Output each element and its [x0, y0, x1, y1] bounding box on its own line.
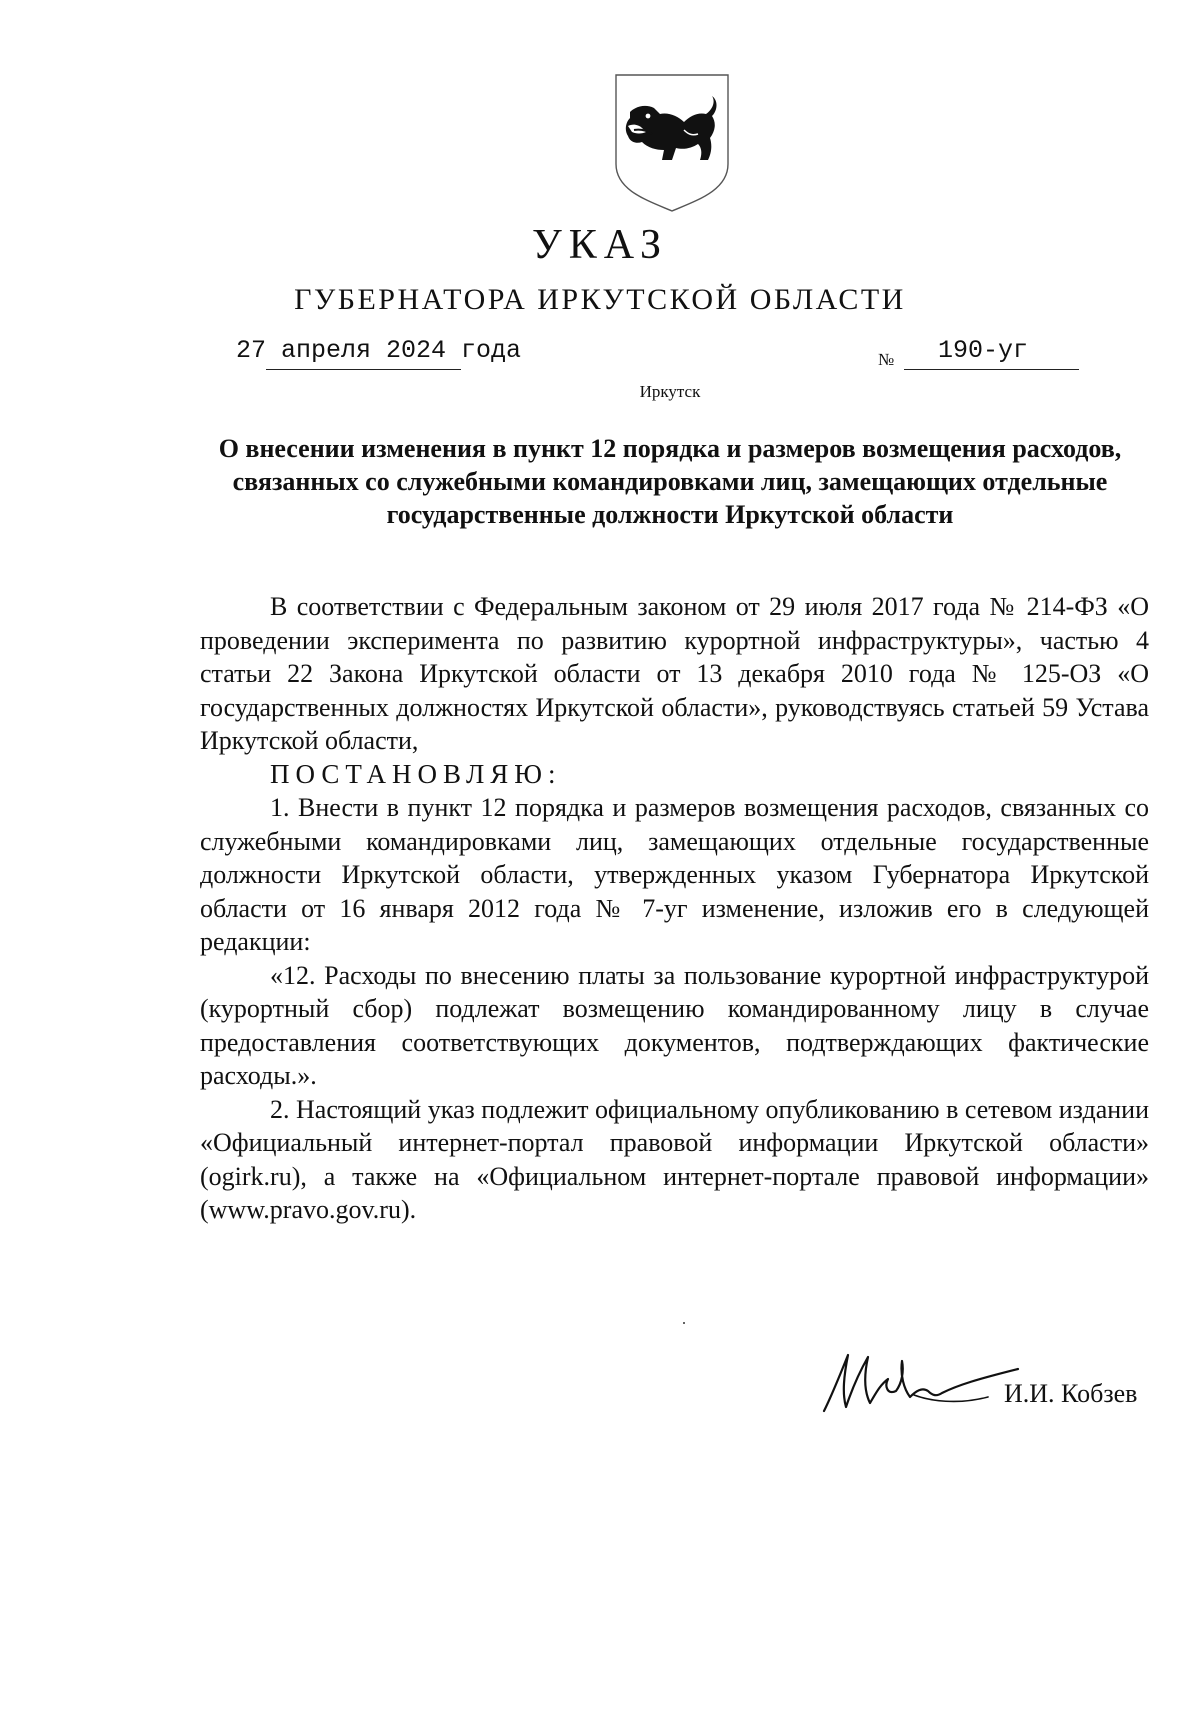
number-sign: № [878, 350, 895, 369]
issuer-title: ГУБЕРНАТОРА ИРКУТСКОЙ ОБЛАСТИ [294, 283, 906, 316]
item-1-paragraph: 1. Внести в пункт 12 порядка и размеров возмещения расходов, связанных со служебными командировками лиц, замещающих отдельные государственные должности Иркутской области, утвержденных указом Губернатора Иркутской области от 16 января 2012 года № 7-уг изменение, изложив его в следующей редакции: [200, 793, 1149, 956]
handwritten-signature [818, 1345, 1028, 1415]
document-title: УКАЗ [531, 222, 669, 268]
scan-speck [683, 1322, 685, 1324]
number-underline [904, 369, 1079, 370]
document-body [200, 590, 1149, 1227]
date-field [236, 336, 522, 376]
signer-name: И.И. Кобзев [1004, 1379, 1138, 1408]
item-2-paragraph: 2. Настоящий указ подлежит официальному опубликованию в сетевом издании «Официальный интернет-портал правовой информации Иркутской области» (ogirk.ru), а также на «Официальном интернет-портале правовой информации» (www.pravo.gov.ru). [200, 1094, 1149, 1224]
preamble-paragraph: В соответствии с Федеральным законом от 29 июля 2017 года № 214-ФЗ «О проведении эксперимента по развитию курортной инфраструктуры», частью 4 статьи 22 Закона Иркутской области от 13 декабря 2010 года № 125-ОЗ «О государственных должностях Иркутской области», руководствуясь статьей 59 Устава Иркутской области, [200, 592, 1149, 755]
issue-date: 27 апреля 2024 года [236, 336, 522, 365]
decree-word: ПОСТАНОВЛЯЮ: [270, 758, 562, 789]
date-underline [266, 369, 461, 370]
document-number: 190-уг [938, 336, 1029, 365]
number-field [878, 336, 1078, 376]
document-heading: О внесении изменения в пункт 12 порядка и размеров возмещения расходов, связанных со служебными командировками лиц, замещающих отдельные государственные должности Иркутской области [218, 434, 1122, 529]
coat-of-arms-icon [612, 72, 732, 214]
city-name: Иркутск [639, 382, 701, 401]
item-1-quote-paragraph: «12. Расходы по внесению платы за пользование курортной инфраструктурой (курортный сбор) подлежат возмещению командированному лицу в случае предоставления соответствующих документов, подтверждающих фактические расходы.». [200, 960, 1149, 1090]
